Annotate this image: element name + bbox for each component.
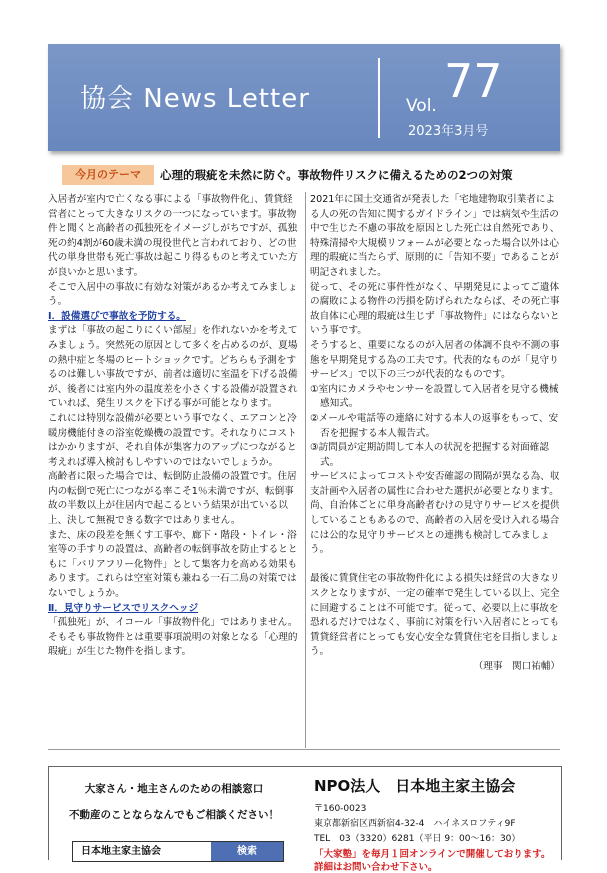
- theme-title: 心理的瑕疵を未然に防ぐ。事故物件リスクに備えるための2つの対策: [160, 168, 513, 182]
- event-notice-contact: 詳細はお問い合わせ下さい。: [314, 862, 438, 873]
- content-bottom-rule: [48, 749, 560, 750]
- banner-divider: [378, 58, 380, 138]
- paragraph-spacer: [310, 558, 560, 573]
- footer-tagline: 大家さん・地主さんのための相談窓口: [84, 783, 264, 795]
- article-paragraph: サービスによってコストや安否確認の間隔が異なる為、収支計画や入居者の属性に合わせた選択が必要となります。尚、自治体ごとに単身高齢者むけの見守りサービスを提供していることもあるので、高齢者の入居を受け入れる場合には公的な見守りサービスとの連携も検討してみましょう。: [310, 471, 560, 556]
- article-paragraph: これには特別な設備が必要という事でなく、エアコンと冷暖房機能付きの浴室乾燥機の設置です。それなりにコストはかかりますが、それ自体が集客力のアップにつながると考えれば導入検討もしやすいのではないでしょうか。: [48, 412, 297, 468]
- newsletter-banner: [48, 44, 560, 151]
- section-heading-2: Ⅱ．見守りサービスでリスクヘッジ: [48, 602, 199, 614]
- article-paragraph: 「孤独死」が、イコール「事故物件化」ではありません。そもそも事故物件とは重要事項説明の対象となる「心理的瑕疵」が生じた物件を指します。: [48, 617, 298, 658]
- article-paragraph: また、床の段差を無くす工事や、廊下・階段・トイレ・浴室等の手すりの設置は、高齢者の転倒事故を防止するとともに「バリアフリー化物件」として集客力を高める効果もあります。これらは空室対策も兼ねる一石二鳥の対策ではないでしょうか。: [48, 529, 298, 600]
- article-paragraph: まずは「事故の起こりにくい部屋」を作れないかを考えてみましょう。突然死の原因として多くを占めるのが、夏場の熱中症と冬場のヒートショックです。どちらも予測をするのは難しい事故ですが、前者は適切に室温を下げる設備が、後者には室内外の温度差を小さくする設備が設置されていれば、発生リスクを下げる事が可能となります。: [48, 325, 298, 410]
- list-item: ①室内にカメラやセンサーを設置して入居者を見守る機械感知式。: [310, 383, 559, 410]
- article-paragraph: 入居者が室内で亡くなる事による「事故物件化」、賃貸経営者にとって大きなリスクの一つになっています。事故物件と聞くと高齢者の孤独死をイメージしがちですが、孤独死の約4割が60歳未満の現役世代と言われており、どの世代の単身世帯も死亡事故は起こり得るものと考えていた方が良いかと思います。: [48, 194, 298, 278]
- article-paragraph: 高齢者に限った場合では、転倒防止設備の設置です。住居内の転倒で死亡につながる率こそ1％未満ですが、転倒事故の半数以上が住居内で起こるという結果が出ている以上、決して無視できる数字ではありません。: [48, 471, 297, 527]
- article-paragraph: 従って、その死に事件性がなく、早期発見によってご遺体の腐敗による物件の汚損を防げられたならば、その死亡事故自体に心理的瑕疵は生じず「事故物件」にはならないという事です。: [310, 281, 560, 337]
- list-item: ③訪問員が定期訪問して本人の状況を把握する対面確認式。: [310, 442, 549, 468]
- right-column: [310, 193, 560, 675]
- phone: TEL 03（3320）6281（平日 9：00〜16：30）: [314, 834, 521, 844]
- article-paragraph: そうすると、重要になるのが入居者の体調不良や不測の事態を早期発見する為の工夫です。代表的なものが「見守りサービス」で以下の三つが代表的なものです。: [310, 339, 560, 381]
- article-paragraph: 2021年に国土交通省が発表した「宅地建物取引業者による人の死の告知に関するガイドライン」では病気や生活の中で生じた不慮の事故を原因とした死亡は自然死であり、特殊清掃や大規模リフォームが必要となった場合以外は心理的瑕疵に当たらず、原則的に「告知不要」であることが明記されました。: [310, 194, 560, 278]
- newsletter-title: 協会 News Letter: [80, 84, 310, 114]
- column-divider: [305, 192, 306, 748]
- footer-tagline-secondary: 不動産のことならなんでもご相談ください！: [69, 809, 279, 821]
- author-signature: （理事 関口祐輔）: [473, 661, 560, 672]
- theme-tag: 今月のテーマ: [62, 165, 154, 185]
- list-item: ②メールや電話等の連絡に対する本人の返事をもって、安否を把握する本人報告式。: [310, 412, 559, 439]
- volume-number: 77: [444, 54, 503, 108]
- search-input[interactable]: 日本地主家主協会: [73, 842, 211, 861]
- organization-name: NPO法人 日本地主家主協会: [314, 777, 516, 795]
- issue-date: 2023年3月号: [408, 124, 489, 139]
- search-button[interactable]: 検索: [211, 842, 283, 861]
- event-notice: 「大家塾」を毎月１回オンラインで開催しております。: [314, 849, 551, 860]
- address: 東京都新宿区西新宿4-32-4 ハイネスロフティ9F: [314, 819, 516, 829]
- volume-label: Vol.: [406, 96, 437, 116]
- contact-footer: [48, 766, 562, 873]
- article-paragraph: 最後に賃貸住宅の事故物件化による損失は経営の大きなリスクとなりますが、一定の確率で発生している以上、完全に回避することは不可能です。従って、必要以上に事故を恐れるだけではなく、事前に対策を行い入居者にとっても賃貸経営者にとっても安心安全な賃貸住宅を目指しましょう。: [310, 573, 560, 658]
- left-column: [48, 193, 301, 660]
- section-heading-1: Ⅰ．設備選びで事故を予防する。: [48, 310, 186, 322]
- article-paragraph: そこで入居中の事故に有効な対策があるか考えてみましょう。: [48, 281, 298, 308]
- postal-code: 〒160-0023: [314, 804, 367, 814]
